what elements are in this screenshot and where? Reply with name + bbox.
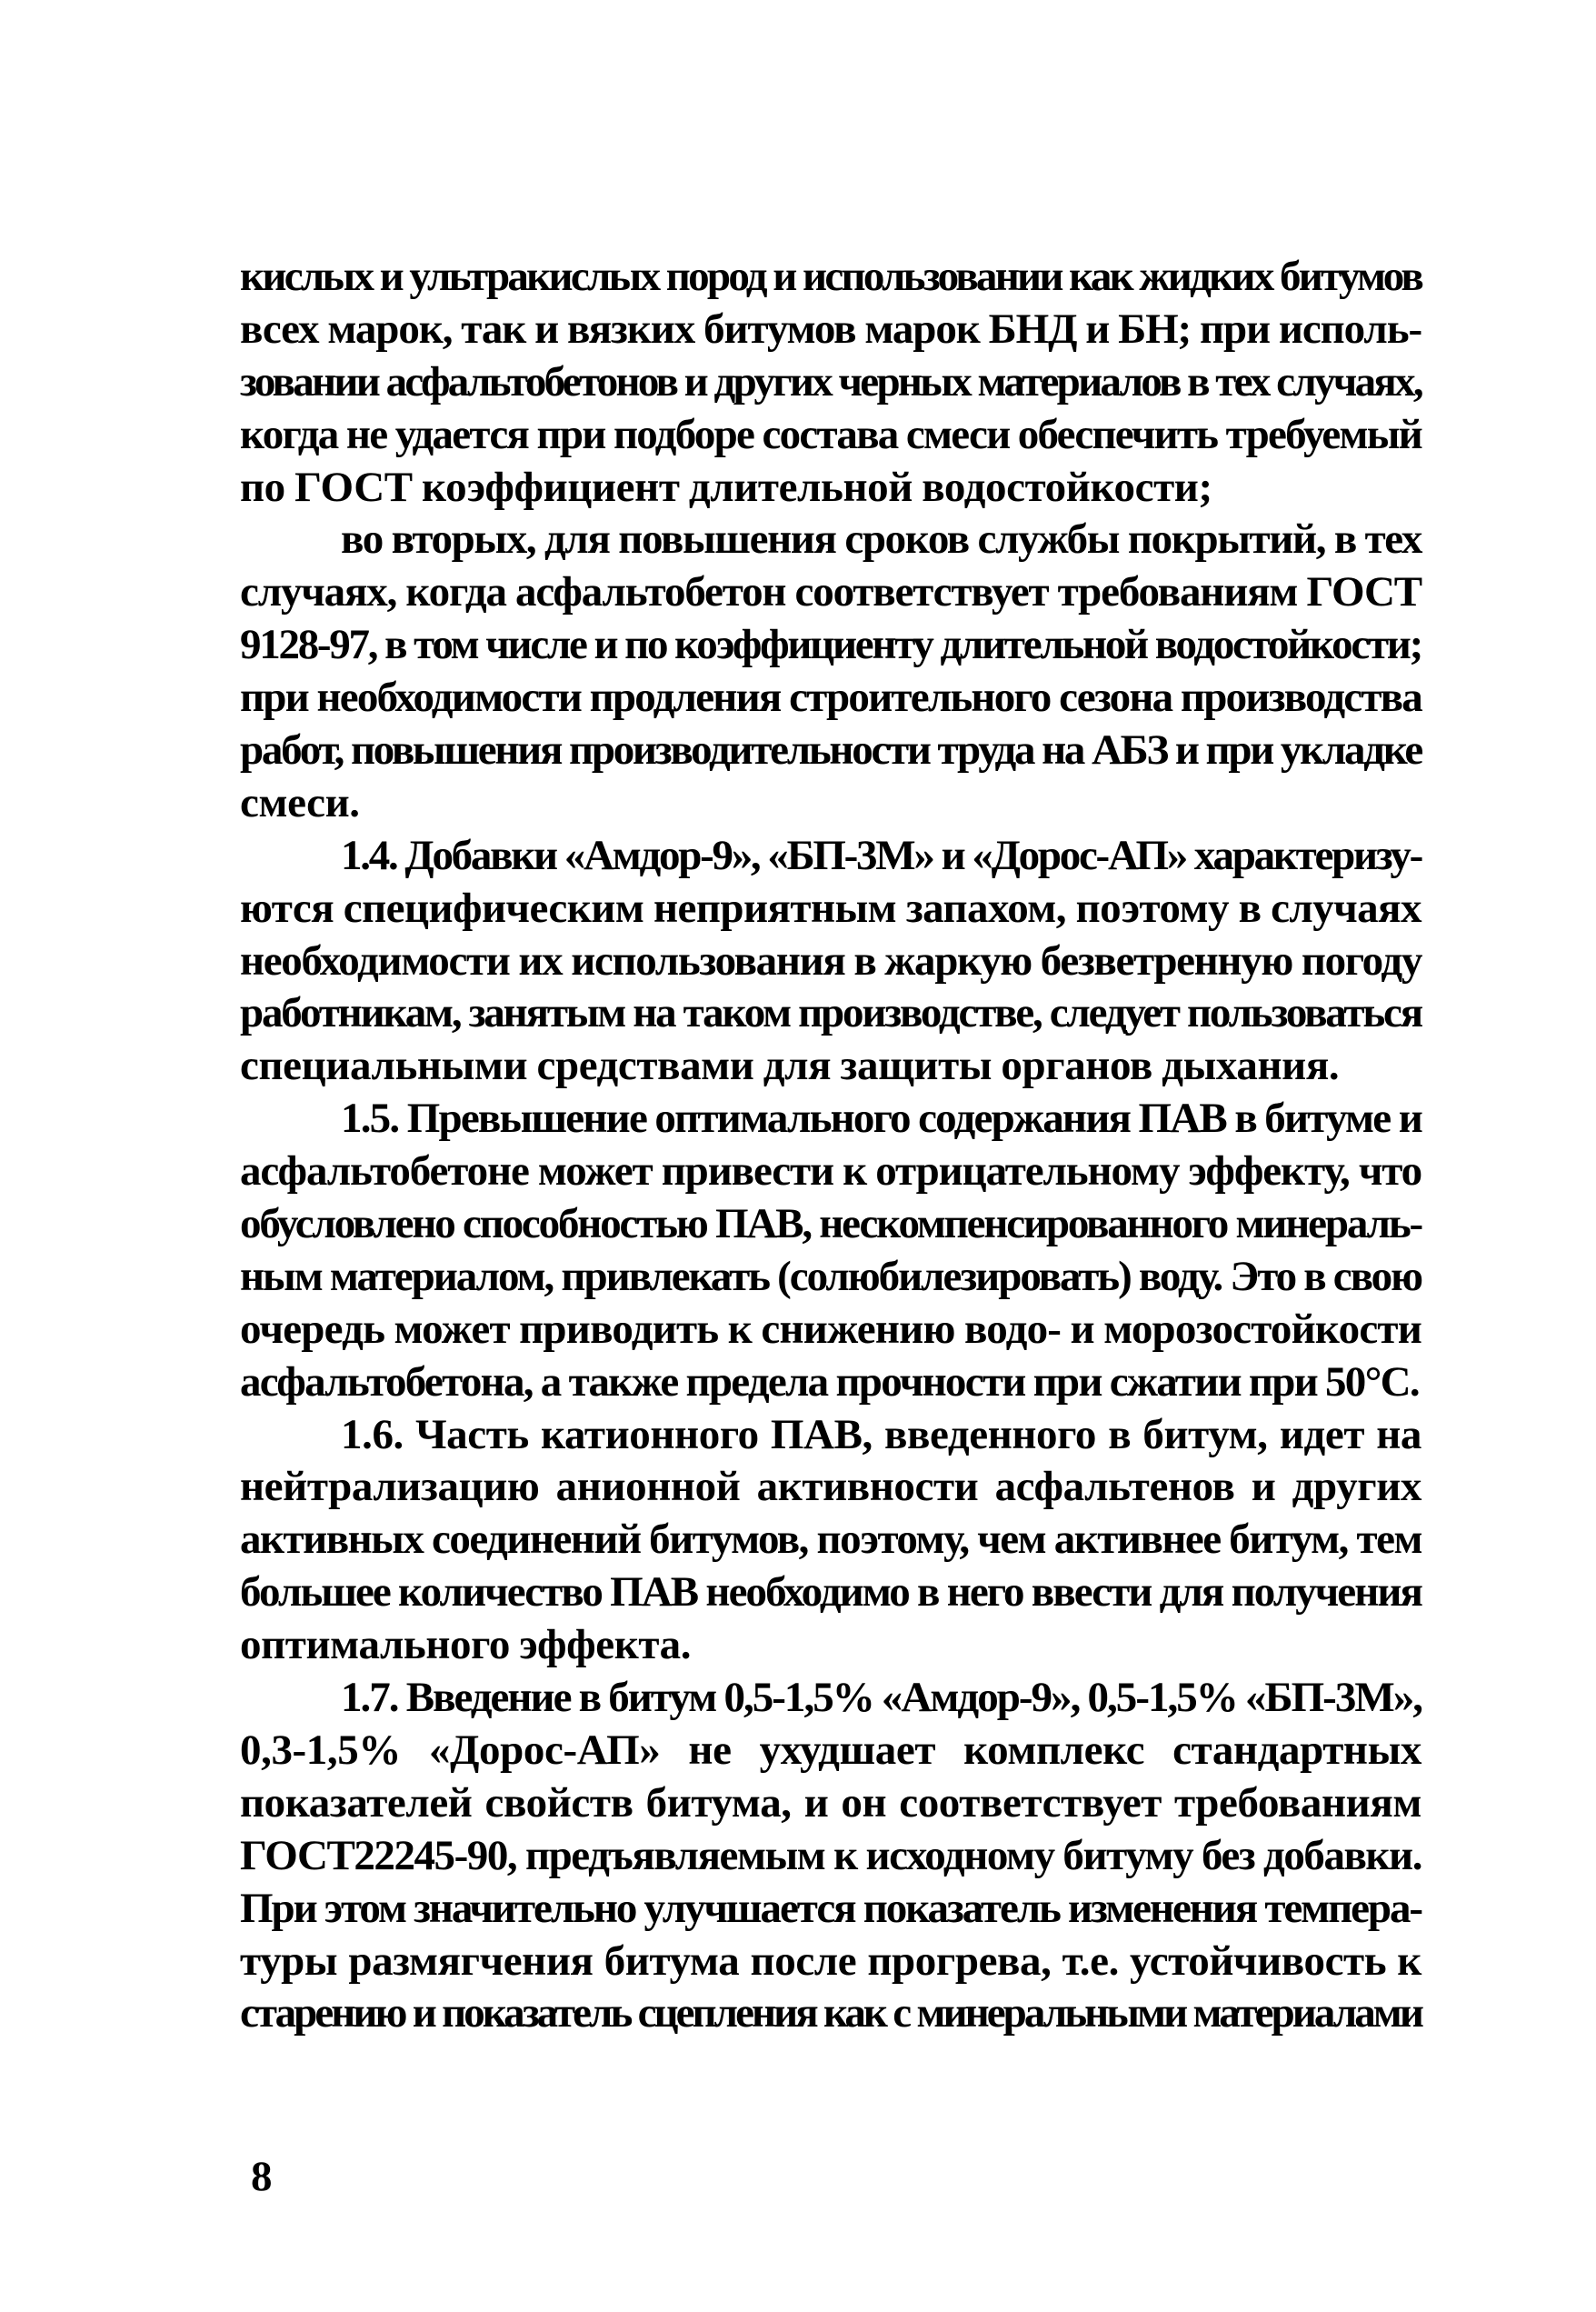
text-line: старению и показатель сцепления как с минеральными материалами	[240, 1989, 1421, 2037]
text-line: 1.5. Превышение оптимального содержания ПАВ в битуме и	[341, 1095, 1421, 1143]
text-line: когда не удается при подборе состава смеси обеспечить требуемый	[240, 410, 1421, 458]
text-line: оптимального эффекта.	[240, 1621, 692, 1669]
text-line: работ, повышения производительности труда на АБЗ и при укладке	[240, 726, 1421, 775]
text-line: активных соединений битумов, поэтому, чем активнее битум, тем	[240, 1516, 1421, 1564]
text-line: асфальтобетоне может привести к отрицательному эффекту, что	[240, 1147, 1421, 1196]
text-line: нейтрализацию анионной активности асфальтенов и других	[240, 1463, 1421, 1511]
text-line: ГОСТ22245-90, предъявляемым к исходному битуму без добавки.	[240, 1831, 1421, 1879]
text-line: большее количество ПАВ необходимо в него ввести для получения	[240, 1568, 1421, 1616]
text-line: специальными средствами для защиты органов дыхания.	[240, 1042, 1340, 1090]
text-line: зовании асфальтобетонов и других черных материалов в тех случаях,	[240, 357, 1421, 405]
text-line: случаях, когда асфальтобетон соответствует требованиям ГОСТ	[240, 568, 1421, 616]
text-line: асфальтобетона, а также предела прочности при сжатии при 50°С.	[240, 1357, 1419, 1406]
text-line: во вторых, для повышения сроков службы покрытий, в тех	[341, 515, 1421, 564]
text-line: 1.6. Часть катионного ПАВ, введенного в битум, идет на	[341, 1410, 1421, 1458]
text-line: При этом значительно улучшается показатель изменения темпера-	[240, 1884, 1421, 1932]
text-line: обусловлено способностью ПАВ, нескомпенсированного минераль-	[240, 1200, 1421, 1248]
text-line: ным материалом, привлекать (солюбилезировать) воду. Это в свою	[240, 1252, 1421, 1300]
text-line: необходимости их использования в жаркую безветренную погоду	[240, 936, 1421, 985]
text-line: 1.4. Добавки «Амдор-9», «БП-3М» и «Дорос-АП» характеризу-	[341, 831, 1421, 879]
text-line: ются специфическим неприятным запахом, поэтому в случаях	[240, 884, 1421, 932]
text-line: 9128-97, в том числе и по коэффициенту длительной водостойкости;	[240, 621, 1421, 669]
text-line: 1.7. Введение в битум 0,5-1,5% «Амдор-9», 0,5-1,5% «БП-3М»,	[341, 1674, 1421, 1722]
page-number: 8	[251, 2153, 273, 2200]
text-line: показателей свойств битума, и он соответствует требованиям	[240, 1778, 1421, 1827]
text-line: очередь может приводить к снижению водо- и морозостойкости	[240, 1305, 1421, 1353]
text-line: 0,3-1,5% «Дорос-АП» не ухудшает комплекс стандартных	[240, 1726, 1421, 1774]
text-line: всех марок, так и вязких битумов марок БНД и БН; при исполь-	[240, 305, 1421, 353]
text-line: туры размягчения битума после прогрева, т.е. устойчивость к	[240, 1937, 1421, 1985]
text-line: работникам, занятым на таком производстве, следует пользоваться	[240, 989, 1421, 1037]
text-line: смеси.	[240, 778, 360, 826]
text-line: по ГОСТ коэффициент длительной водостойкости;	[240, 463, 1212, 511]
text-line: кислых и ультракислых пород и использовании как жидких битумов	[240, 253, 1421, 300]
body-text	[240, 251, 1421, 2040]
text-line: при необходимости продления строительного сезона производства	[240, 674, 1421, 722]
